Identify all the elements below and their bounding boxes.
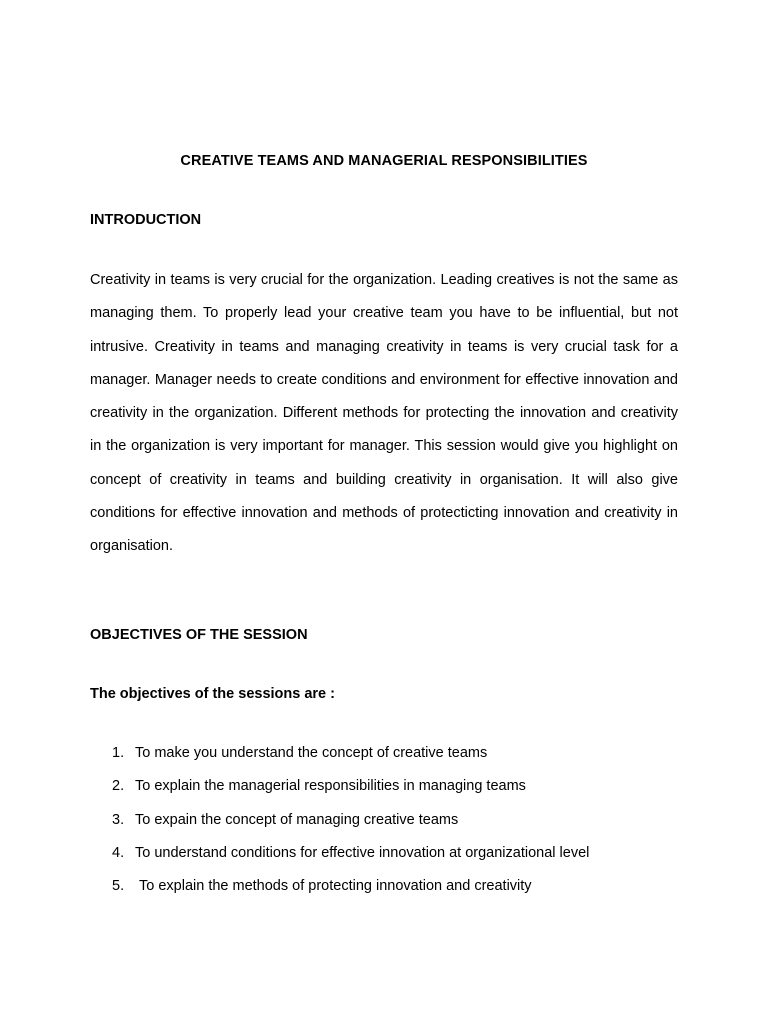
objective-text: To explain the managerial responsibilities in managing teams: [135, 778, 526, 795]
objective-item: [90, 737, 690, 770]
objective-number: 1.: [112, 745, 125, 761]
objective-number: 5.: [112, 878, 125, 895]
introduction-paragraph: Creativity in teams is very crucial for the organization. Leading creatives is not the same as managing them. To properly lead your creative team you have to be influential, but not intrusive. Creativity in teams and managing creativity in teams is very crucial task for a manager. Manager needs to create conditions and environment for effective innovation and creativity in the organization. Different methods for protecting the innovation and creativity in the organization is very important for manager. This session would give you highlight on concept of creativity in teams and building creativity in organisation. It will also give conditions for effective innovation and methods of protecticting innovation and creativity in organisation.: [90, 272, 678, 555]
objective-text: To understand conditions for effective innovation at organizational level: [135, 844, 590, 861]
objective-item: [90, 837, 690, 870]
objectives-heading: OBJECTIVES OF THE SESSION: [90, 627, 308, 643]
objective-text: To explain the methods of protecting innovation and creativity: [139, 878, 532, 895]
introduction-heading: INTRODUCTION: [90, 212, 202, 228]
objective-text: To expain the concept of managing creative teams: [135, 811, 459, 828]
objective-text: To make you understand the concept of creative teams: [135, 745, 488, 761]
objective-number: 4.: [112, 844, 125, 861]
objectives-lead-text: The objectives of the sessions are :: [90, 686, 335, 702]
objective-item: [90, 870, 690, 903]
objective-item: [90, 804, 690, 837]
objectives-list: [90, 737, 690, 903]
objective-item: [90, 770, 690, 803]
objective-number: 3.: [112, 811, 125, 828]
objective-number: 2.: [112, 778, 125, 795]
document-title: CREATIVE TEAMS AND MANAGERIAL RESPONSIBILITIES: [180, 153, 588, 169]
